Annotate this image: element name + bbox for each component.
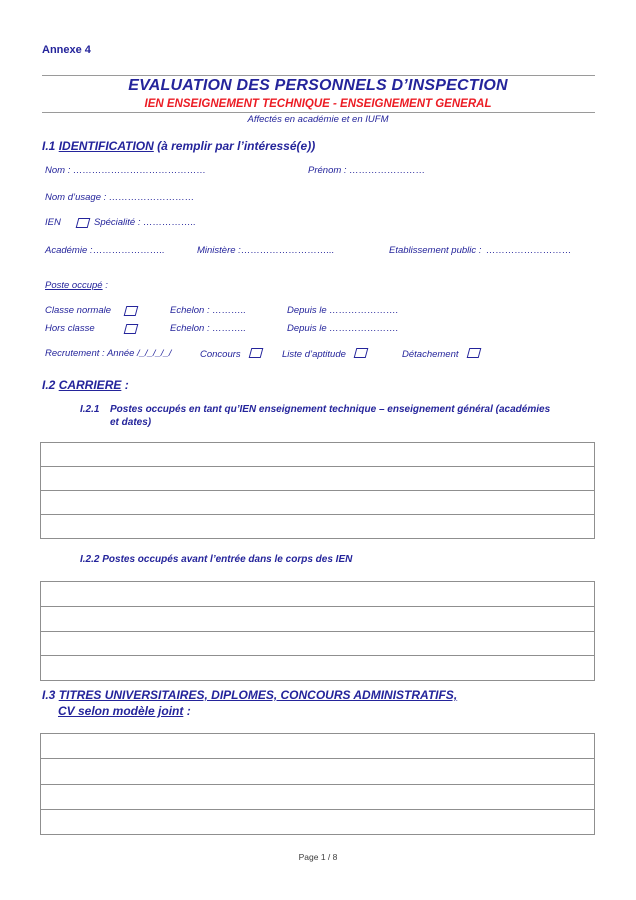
hors-classe-echelon-field [170,323,246,334]
document-subtitle: IEN ENSEIGNEMENT TECHNIQUE - ENSEIGNEMENT GENERAL [144,98,492,110]
poste-occupe-text: Poste occupé [45,280,103,291]
depuis-blank[interactable]: …………………. [329,305,399,316]
echelon-label: Echelon : [170,305,213,316]
etablissement-blank[interactable]: ……………………… [486,245,572,256]
section-titres-line2 [42,703,457,719]
recrutement-row [0,348,636,362]
prenom-label: Prénom : [308,165,350,176]
table-row[interactable] [41,655,594,680]
poste-occupe-colon: : [102,280,108,291]
ien-checkbox[interactable] [76,218,91,228]
recrutement-option-liste-aptitude [282,348,367,360]
table-postes-ien [40,442,595,539]
ien-row [0,217,636,231]
section-titres-number: I.3 [42,688,59,702]
depuis-label: Depuis le [287,305,330,316]
nom-usage-label: Nom d’usage : [45,192,109,203]
section-identification-heading [42,139,315,153]
table-row[interactable] [41,582,594,606]
section-titres-title: TITRES UNIVERSITAIRES, DIPLOMES, CONCOURS ADMINISTRATIFS, [58,688,458,702]
section-titres-heading [42,687,457,719]
ministere-blank[interactable]: ………………………... [241,245,335,256]
table-row[interactable] [41,490,594,514]
header-divider-top [42,75,595,76]
ministere-label: Ministère : [197,245,241,256]
table-row[interactable] [41,466,594,490]
depuis-blank[interactable]: …………………. [329,323,399,334]
section-carriere-number: I.2 [42,378,59,392]
table-row[interactable] [41,606,594,631]
subsection-i21-number: I.2.1 [80,404,100,415]
academie-label: Académie : [45,245,93,256]
specialite-label: Spécialité : [94,217,144,228]
section-carriere-colon: : [121,378,129,392]
nom-usage-field [45,192,194,203]
table-row[interactable] [41,443,594,466]
classe-normale-row [0,305,636,319]
table-row[interactable] [41,734,594,758]
annee-field[interactable]: /_/_/_/_/ [137,348,172,359]
concours-checkbox[interactable] [248,348,263,358]
section-titres-line1 [42,687,457,703]
header-divider-bottom [42,112,595,113]
name-row [0,165,636,179]
ien-label: IEN [45,217,61,228]
nom-blank[interactable]: …………………………………… [72,165,206,176]
academie-blank[interactable]: ………………….. [93,245,165,256]
concours-label: Concours [200,349,241,360]
table-postes-avant [40,581,595,681]
nom-label: Nom : [45,165,73,176]
table-row[interactable] [41,631,594,656]
subsection-i21-line1: Postes occupés en tant qu’IEN enseignement technique – enseignement général (académies [110,404,551,415]
recrutement-label: Recrutement : Année [45,348,135,359]
specialite-field [94,217,196,228]
echelon-label: Echelon : [170,323,213,334]
prenom-field [308,165,425,176]
liste-aptitude-label: Liste d’aptitude [282,349,346,360]
section-carriere-title: CARRIERE [58,378,122,392]
usage-name-row [0,192,636,206]
poste-occupe-row [0,280,636,294]
classe-normale-label: Classe normale [45,305,111,316]
classe-normale-echelon-field [170,305,246,316]
liste-aptitude-checkbox[interactable] [354,348,369,358]
classe-normale-depuis-field [287,305,398,316]
header-note: Affectés en académie et en IUFM [247,114,389,125]
recrutement-option-concours [200,348,262,360]
poste-occupe-label [45,280,108,291]
table-row[interactable] [41,514,594,538]
hors-classe-depuis-field [287,323,398,334]
subsection-i22-heading: I.2.2 Postes occupés avant l’entrée dans le corps des IEN [80,554,353,565]
table-row[interactable] [41,758,594,783]
echelon-blank[interactable]: ……….. [212,305,247,316]
depuis-label: Depuis le [287,323,330,334]
specialite-blank[interactable]: …………….. [143,217,196,228]
prenom-blank[interactable]: …………………… [349,165,426,176]
section-identification-number: I.1 [42,139,59,153]
document-title: EVALUATION DES PERSONNELS D’INSPECTION [128,77,508,94]
section-titres-colon: : [183,704,191,718]
detachement-checkbox[interactable] [466,348,481,358]
nom-usage-blank[interactable]: ……………………… [108,192,195,203]
section-identification-title: IDENTIFICATION [58,139,154,153]
hors-classe-checkbox[interactable] [124,324,139,334]
annexe-label: Annexe 4 [42,44,91,56]
section-identification-note: (à remplir par l’intéressé(e)) [153,139,316,153]
echelon-blank[interactable]: ……….. [212,323,247,334]
subsection-i21-line2: et dates) [110,417,152,428]
academie-row [0,245,636,259]
classe-normale-checkbox[interactable] [124,306,139,316]
section-carriere-heading [42,378,129,392]
detachement-label: Détachement [402,349,459,360]
table-row[interactable] [41,784,594,809]
hors-classe-label: Hors classe [45,323,95,334]
nom-field [45,165,206,176]
table-row[interactable] [41,809,594,834]
section-titres-subtitle: CV selon modèle joint [58,704,184,718]
recrutement-option-detachement [402,348,480,360]
etablissement-label: Etablissement public : [389,245,482,256]
table-titres [40,733,595,835]
hors-classe-row [0,323,636,337]
page-number: Page 1 / 8 [298,852,338,862]
